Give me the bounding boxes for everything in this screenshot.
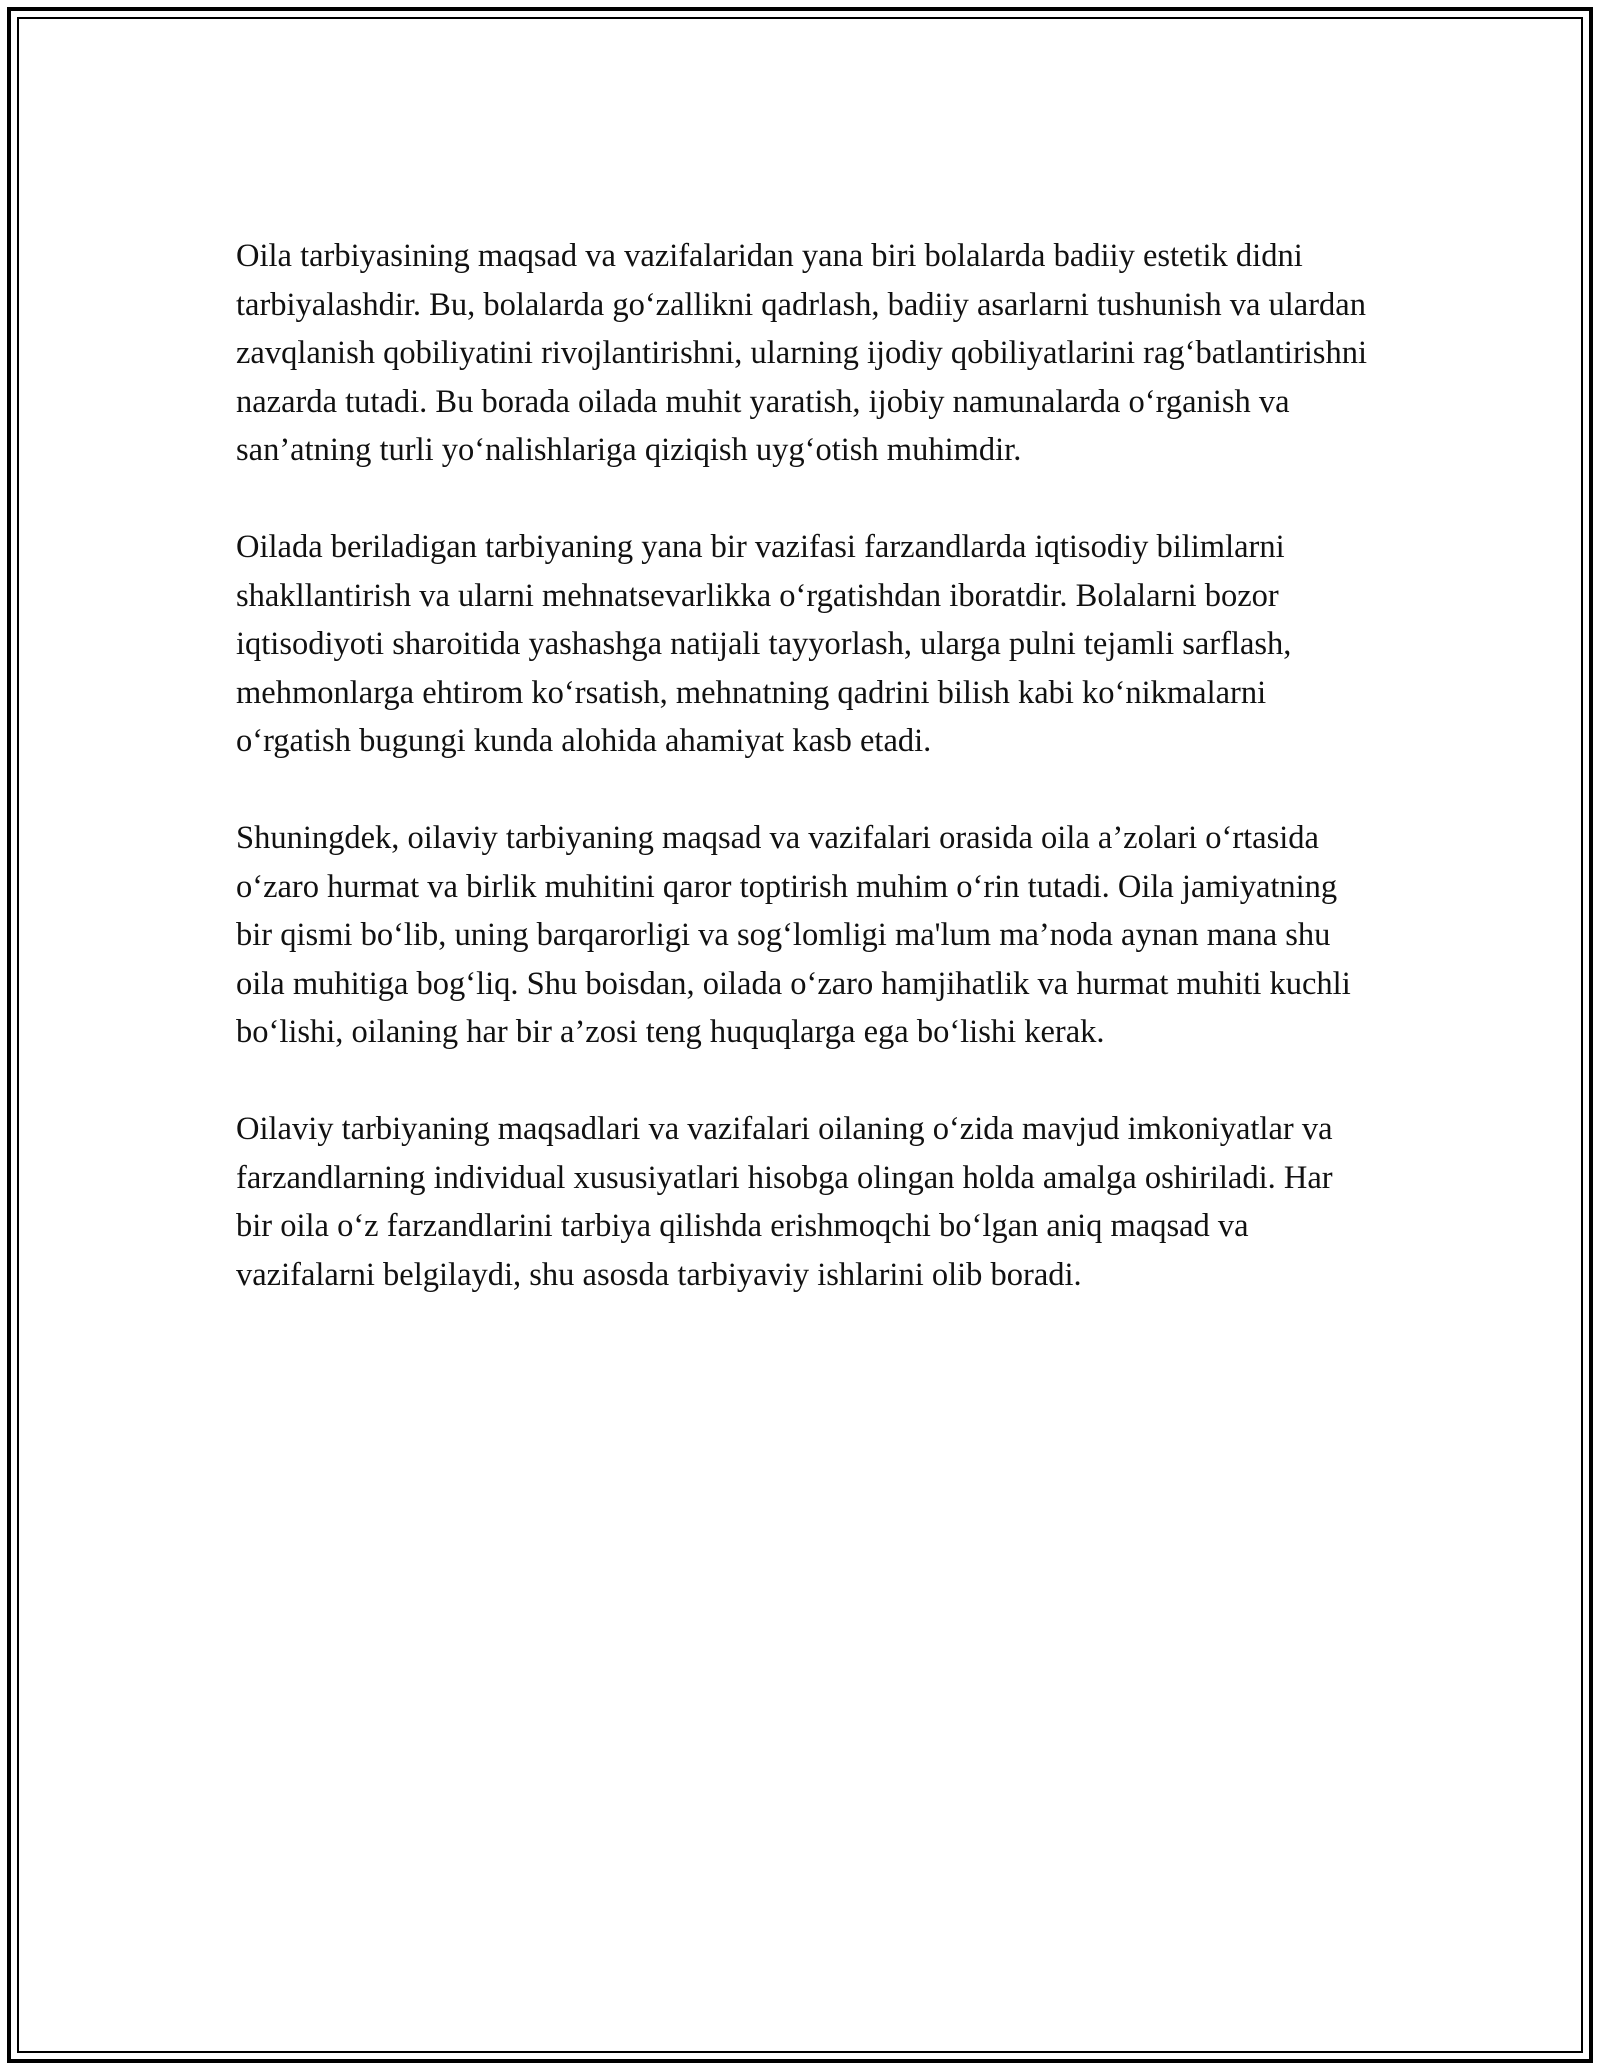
paragraph-2: Oilada beriladigan tarbiyaning yana bir vazifasi farzandlarda iqtisodiy bilimlarni shakllantirish va ularni mehnatsevarlikka o‘rgatishdan iboratdir. Bolalarni bozor iqtisodiyoti sharoitida yashashga natijali tayyorlash, ularga pulni tejamli sarflash, mehmonlarga ehtirom ko‘rsatish, mehnatning qadrini bilish kabi ko‘nikmalarni o‘rgatish bugungi kunda alohida ahamiyat kasb etadi. — [236, 529, 1292, 759]
paragraph-4: Oilaviy tarbiyaning maqsadlari va vazifalari oilaning o‘zida mavjud imkoniyatlar va farzandlarning individual xususiyatlari hisobga olingan holda amalga oshiriladi. Har bir oila o‘z farzandlarini tarbiya qilishda erishmoqchi bo‘lgan aniq maqsad va vazifalarni belgilaydi, shu asosda tarbiyaviy ishlarini olib boradi. — [236, 1111, 1333, 1293]
paragraph-3: Shuningdek, oilaviy tarbiyaning maqsad va vazifalari orasida oila a’zolari o‘rtasida o‘zaro hurmat va birlik muhitini qaror toptirish muhim o‘rin tutadi. Oila jamiyatning bir qismi bo‘lib, uning barqarorligi va sog‘lomligi ma'lum ma’noda aynan mana shu oila muhitiga bog‘liq. Shu boisdan, oilada o‘zaro hamjihatlik va hurmat muhiti kuchli bo‘lishi, oilaning har bir a’zosi teng huquqlarga ega bo‘lishi kerak. — [236, 820, 1351, 1050]
paragraph-1: Oila tarbiyasining maqsad va vazifalaridan yana biri bolalarda badiiy estetik didni tarbiyalashdir. Bu, bolalarda go‘zallikni qadrlash, badiiy asarlarni tushunish va ulardan zavqlanish qobiliyatini rivojlantirishni, ularning ijodiy qobiliyatlarini rag‘batlantirishni nazarda tutadi. Bu borada oilada muhit yaratish, ijobiy namunalarda o‘rganish va san’atning turli yo‘nalishlariga qiziqish uyg‘otish muhimdir. — [236, 238, 1367, 468]
document-body — [236, 232, 1376, 1348]
